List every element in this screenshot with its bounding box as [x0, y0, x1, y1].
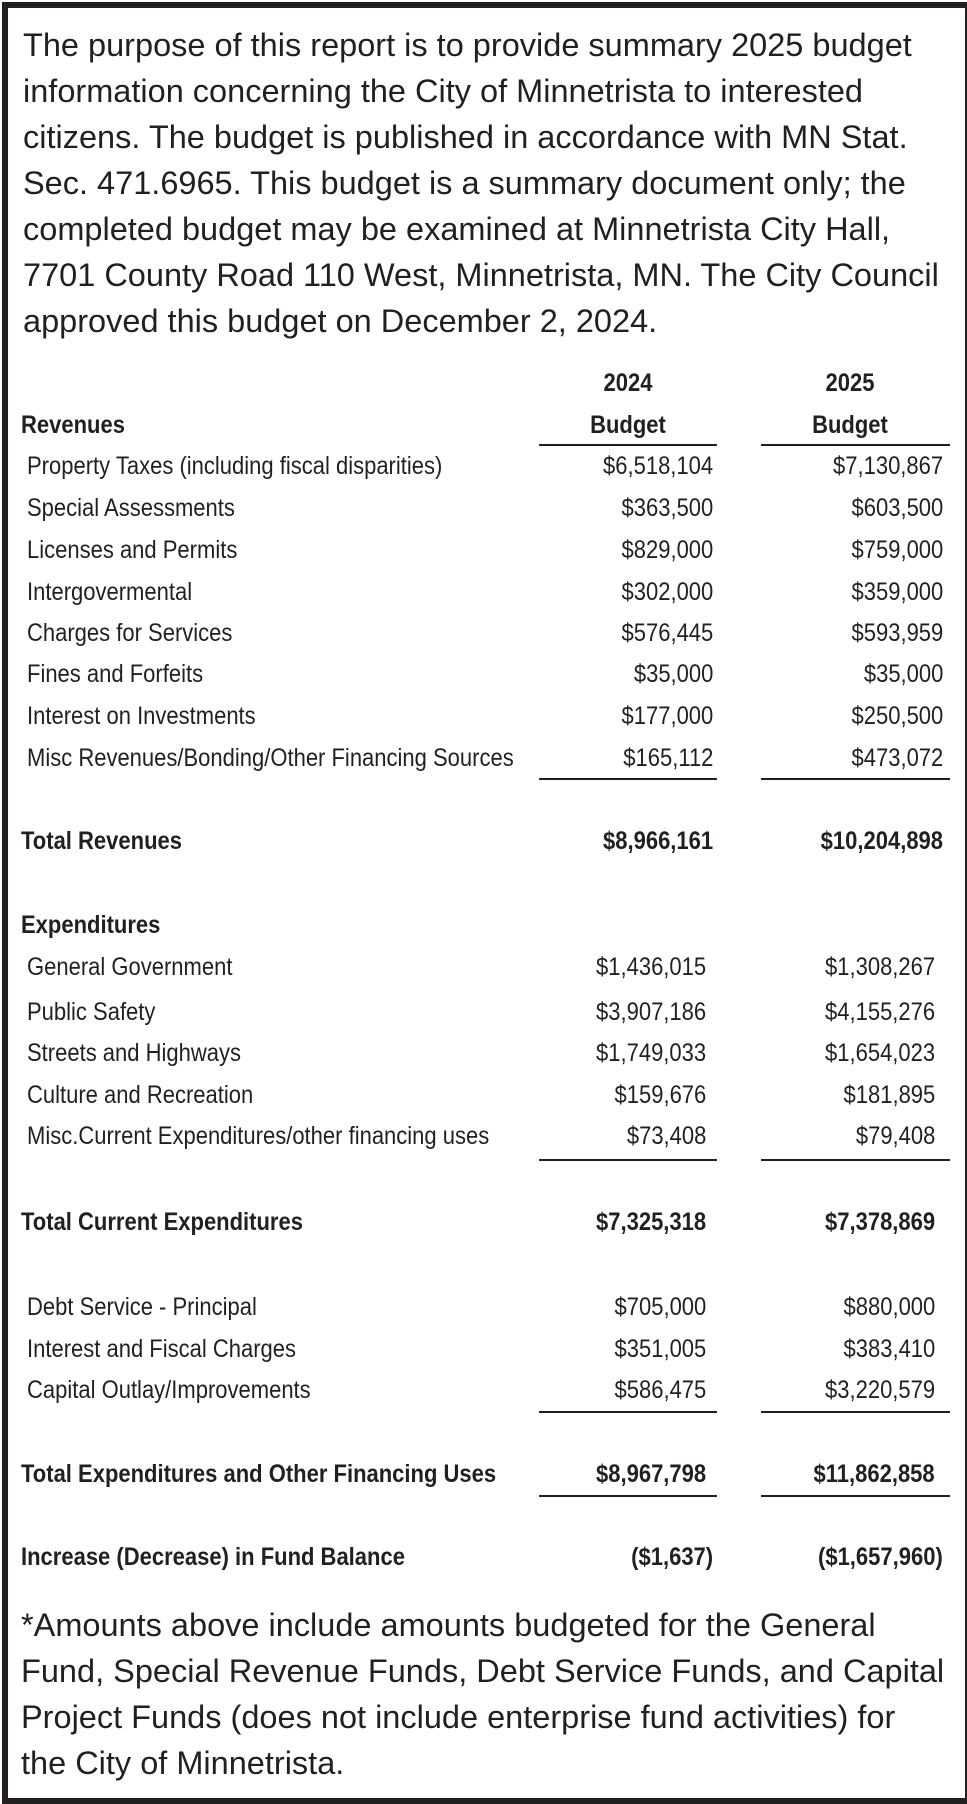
subtotal-rule-2025 — [761, 1411, 950, 1413]
table-row — [8, 1290, 953, 1324]
value-2025: $383,410 — [843, 1335, 935, 1363]
subtotal-rule-2024 — [539, 1159, 717, 1161]
table-row — [8, 699, 953, 733]
row-label: Culture and Recreation — [27, 1081, 254, 1109]
footnote: *Amounts above include amounts budgeted for the General Fund, Special Revenue Funds, Debt Service Funds, and Capital Project Funds (does not include enterprise fund activities) for the City of Minnetrista. — [21, 1607, 945, 1781]
value-2025: $3,220,579 — [824, 1376, 935, 1404]
row-label: Streets and Highways — [27, 1039, 242, 1067]
value-2025: $7,378,869 — [824, 1208, 935, 1236]
value-2024: $351,005 — [614, 1335, 706, 1363]
value-2024: $7,325,318 — [595, 1208, 706, 1236]
value-2024: $165,112 — [622, 744, 713, 772]
value-2024: $6,518,104 — [602, 452, 713, 480]
row-label: Fines and Forfeits — [27, 660, 204, 688]
header-underline-2025 — [761, 444, 950, 446]
column-header-2024-year: 2024 — [603, 369, 653, 397]
value-2025: $759,000 — [851, 536, 943, 564]
table-row — [8, 950, 953, 984]
table-row — [8, 491, 953, 525]
column-header-2024-budget: Budget — [590, 411, 666, 439]
value-2025: $11,862,858 — [813, 1460, 935, 1488]
value-2024: $705,000 — [614, 1293, 706, 1321]
row-label: General Government — [27, 953, 233, 981]
value-2025: $603,500 — [851, 494, 943, 522]
table-row — [8, 657, 953, 691]
row-label: Misc Revenues/Bonding/Other Financing Sources — [27, 744, 514, 772]
budget-notice — [2, 2, 967, 1804]
row-label: Intergovermental — [27, 578, 193, 606]
value-2025: $1,654,023 — [824, 1039, 935, 1067]
value-2024: $8,967,798 — [595, 1460, 706, 1488]
column-header-2025-year: 2025 — [825, 369, 875, 397]
column-header-2025-budget: Budget — [812, 411, 888, 439]
total-revenues-row — [8, 824, 953, 858]
table-row — [8, 449, 953, 483]
expenditures-heading: Expenditures — [21, 911, 161, 939]
value-2024: $3,907,186 — [595, 998, 706, 1026]
value-2025: $593,959 — [851, 619, 943, 647]
value-2024: $1,436,015 — [595, 953, 706, 981]
table-row — [8, 1119, 953, 1153]
subtotal-rule-2024 — [539, 1411, 717, 1413]
value-2025: $10,204,898 — [820, 827, 943, 855]
total-expenditures-row — [8, 1457, 953, 1491]
table-row — [8, 575, 953, 609]
value-2025: $181,895 — [843, 1081, 935, 1109]
table-row — [8, 1078, 953, 1112]
value-2024: ($1,637) — [631, 1543, 713, 1571]
row-label: Total Expenditures and Other Financing Uses — [21, 1460, 497, 1488]
revenues-heading: Revenues — [21, 411, 125, 439]
row-label: Total Revenues — [21, 827, 182, 855]
total-current-expenditures-row — [8, 1205, 953, 1239]
table-row — [8, 995, 953, 1029]
value-2025: $35,000 — [863, 660, 943, 688]
row-label: Increase (Decrease) in Fund Balance — [21, 1543, 405, 1571]
value-2024: $576,445 — [621, 619, 713, 647]
row-label: Capital Outlay/Improvements — [27, 1376, 311, 1404]
row-label: Licenses and Permits — [27, 536, 238, 564]
value-2025: $79,408 — [855, 1122, 935, 1150]
value-2024: $73,408 — [626, 1122, 706, 1150]
value-2024: $302,000 — [621, 578, 713, 606]
value-2024: $363,500 — [621, 494, 713, 522]
table-row — [8, 1332, 953, 1366]
total-rule-2024 — [539, 1495, 717, 1497]
table-row — [8, 616, 953, 650]
row-label: Charges for Services — [27, 619, 233, 647]
intro-paragraph: The purpose of this report is to provide summary 2025 budget information concerning the City of Minnetrista to interested citizens. The budget is published in accordance with MN Stat. Sec. 471.6965. This budget is a summary document only; the completed budget may be examined at Minnetrista City Hall, 7701 County Road 110 West, Minnetrista, MN. The City Council approved this budget on December 2, 2024. — [23, 27, 939, 339]
table-row — [8, 1373, 953, 1407]
value-2025: $359,000 — [851, 578, 943, 606]
value-2024: $177,000 — [621, 702, 713, 730]
subtotal-rule-2024 — [539, 778, 717, 780]
fund-balance-row — [8, 1540, 953, 1574]
value-2024: $1,749,033 — [595, 1039, 706, 1067]
value-2024: $159,676 — [614, 1081, 706, 1109]
value-2025: $7,130,867 — [832, 452, 943, 480]
row-label: Property Taxes (including fiscal disparities) — [27, 452, 443, 480]
value-2025: $4,155,276 — [824, 998, 935, 1026]
value-2025: $473,072 — [851, 744, 943, 772]
value-2024: $829,000 — [621, 536, 713, 564]
subtotal-rule-2025 — [761, 778, 950, 780]
value-2025: $880,000 — [843, 1293, 935, 1321]
value-2024: $35,000 — [633, 660, 713, 688]
subtotal-rule-2025 — [761, 1159, 950, 1161]
value-2024: $586,475 — [614, 1376, 706, 1404]
total-rule-2025 — [761, 1495, 950, 1497]
table-row — [8, 1036, 953, 1070]
value-2025: $1,308,267 — [824, 953, 935, 981]
row-label: Interest and Fiscal Charges — [27, 1335, 297, 1363]
table-row — [8, 533, 953, 567]
value-2025: ($1,657,960) — [818, 1543, 943, 1571]
row-label: Public Safety — [27, 998, 156, 1026]
row-label: Interest on Investments — [27, 702, 256, 730]
row-label: Special Assessments — [27, 494, 235, 522]
value-2025: $250,500 — [851, 702, 943, 730]
row-label: Debt Service - Principal — [27, 1293, 257, 1321]
table-row — [8, 741, 953, 775]
row-label: Misc.Current Expenditures/other financing uses — [27, 1122, 490, 1150]
value-2024: $8,966,161 — [602, 827, 713, 855]
header-underline-2024 — [539, 444, 717, 446]
row-label: Total Current Expenditures — [21, 1208, 303, 1236]
